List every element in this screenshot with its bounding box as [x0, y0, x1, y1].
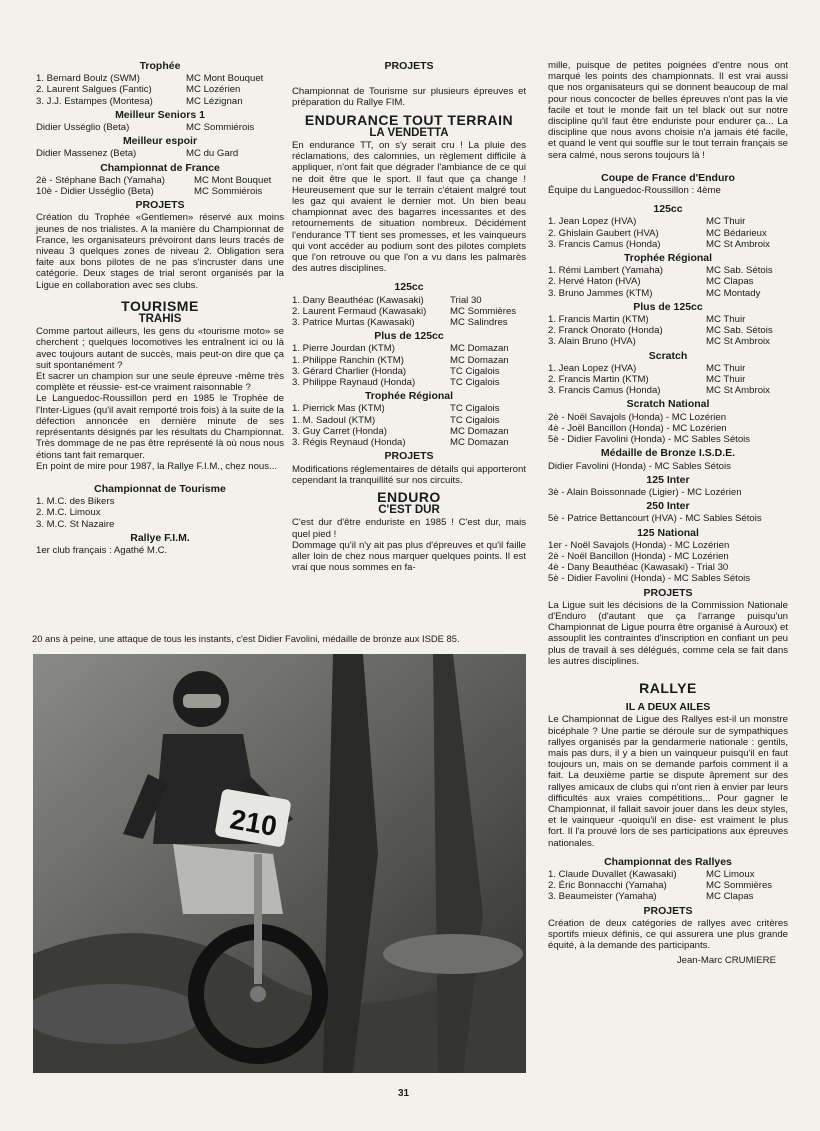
result-row	[548, 216, 788, 227]
result-row	[548, 288, 788, 299]
result-club: MC Sommiérois	[194, 186, 263, 198]
heading-regional-tt: Trophée Régional	[364, 390, 454, 403]
list-item: 2è - Noël Bancillon (Honda) - MC Lozérien	[548, 550, 729, 562]
result-club: MC Clapas	[706, 891, 754, 903]
result-row	[292, 343, 526, 354]
result-row	[292, 377, 526, 388]
heading-tourisme: TOURISME	[121, 297, 199, 314]
list-item: 1er - Noël Savajols (Honda) - MC Lozérien	[548, 539, 730, 551]
results-regional-enduro	[548, 265, 788, 299]
result-club: TC Cigalois	[450, 403, 500, 415]
result-row	[548, 314, 788, 325]
heading-125cc-enduro: 125cc	[653, 203, 683, 216]
result-row	[548, 239, 788, 250]
result-rider: 3. Alain Bruno (HVA)	[548, 336, 636, 348]
heading-plus125-enduro: Plus de 125cc	[633, 300, 703, 313]
heading-champ-tourisme: Championnat de Tourisme	[94, 482, 226, 495]
column-3	[548, 60, 788, 967]
result-club: MC Domazan	[450, 437, 509, 449]
list-item: 4è - Joël Bancillon (Honda) - MC Lozérien	[548, 422, 727, 434]
results-seniors	[36, 122, 284, 133]
text-tourisme-3: Le Languedoc-Roussillon perd en 1985 le Trophée de l'Inter-Ligues (qu'il avait remporté trois fois) à la suite de la défection annoncée en dernière minute de ses représentants désignés par les résultats du Championnat. Très dommage de ne pas être représenté là où nous nous étions tant fait remarquer.	[36, 393, 284, 461]
result-row	[548, 880, 788, 891]
result-row	[548, 374, 788, 385]
result-rider: 3. J.J. Estampes (Montesa)	[36, 95, 153, 107]
result-rider: 10è - Didier Usséglio (Beta)	[36, 186, 154, 198]
result-club: MC Lézignan	[186, 95, 243, 107]
result-rider: 2. Laurent Salgues (Fantic)	[36, 84, 152, 96]
heading-125-inter: 125 Inter	[646, 473, 690, 486]
result-rider: 2è - Stéphane Bach (Yamaha)	[36, 174, 165, 186]
result-rider: 1. Claude Duvallet (Kawasaki)	[548, 869, 677, 880]
result-row	[548, 276, 788, 287]
heading-125-national: 125 National	[637, 526, 699, 539]
result-row	[292, 295, 526, 306]
result-rider: 3. Francis Camus (Honda)	[548, 238, 661, 250]
subheading-trahis: TRAHIS	[138, 313, 182, 326]
result-row	[548, 228, 788, 239]
result-club: Trial 30	[450, 294, 482, 306]
text-enduro-continued: mille, puisque de petites poignées d'entre nous ont marqué les points des championnats. Il est vrai aussi que nos organisateurs qui se donnent beaucoup de mal pour nous concocter de belles épreuves n'ont pas la vie facile et tout le monde fait un tel black out sur notre discipline qu'il faut être enduriste pour endurer ça... La discipline que nous avons choisie n'a jamais été facile, et quand le vent qui souffle sur le tout terrain français se sera calmé, nous serons toujours là !	[548, 60, 788, 161]
text-projets-rallye: Création de deux catégories de rallyes avec critères sportifs mieux définis, ce qui assurera une plus grande équité, à la demande des participants.	[548, 917, 788, 952]
result-club: MC St Ambroix	[706, 336, 770, 348]
result-row	[36, 96, 284, 107]
result-club: TC Cigalois	[450, 377, 500, 389]
author-signature: Jean-Marc CRUMIERE	[676, 955, 776, 967]
results-125cc-enduro	[548, 216, 788, 250]
result-club: MC Thuir	[706, 216, 746, 228]
result-rider: 3. Patrice Murtas (Kawasaki)	[292, 317, 415, 329]
result-club: MC Bédarieux	[706, 227, 767, 239]
result-club: MC Mont Bouquet	[194, 174, 272, 186]
result-rider: 3. Régis Reynaud (Honda)	[292, 437, 406, 449]
text-tourisme-1: Comme partout ailleurs, les gens du «tourisme moto» se cherchent ; quelques locomotives les entraînent ici ou là avec toujours autant de succès, mais peut-on dire que ça suit spontanément ?	[36, 326, 284, 371]
text-projets-enduro: La Ligue suit les décisions de la Commission Nationale d'Enduro (d'autant que ça l'arrange puisqu'un Championnat de Ligue pourra être organisé à Auroux) et assouplit les contraintes d'inscription en confiant un peu plus de travail à ses délégués, comme cela se fait dans les autres disciplines.	[548, 599, 788, 667]
results-regional-tt	[292, 403, 526, 448]
result-row	[292, 355, 526, 366]
result-rider: 1. Rémi Lambert (Yamaha)	[548, 265, 663, 277]
heading-projets-trial: PROJETS	[135, 199, 185, 212]
result-club: MC Thuir	[706, 314, 746, 326]
result-rider: 2. Ghislain Gaubert (HVA)	[548, 227, 659, 239]
result-row	[548, 336, 788, 347]
result-rider: 1. Bernard Boulz (SWM)	[36, 73, 140, 85]
subheading-deux-ailes: IL A DEUX AILES	[625, 701, 711, 714]
text-projets-trial: Création du Trophée «Gentlemen» réservé aux moins jeunes de nos trialistes. A la manière du Championnat de France, les organisateurs prévoiront dans leurs tracés de niveau 3 quelques zones de niveau 2. Obligation sera faite aux bons pilotes de ne pas s'incruster dans une catégorie. Deux stages de trial seront organisés par la Ligue en collaboration avec ses clubs.	[36, 212, 284, 291]
result-row	[548, 385, 788, 396]
result-row	[548, 325, 788, 336]
heading-rallye-fim: Rallye F.I.M.	[130, 531, 190, 544]
list-item: 4è - Dany Beauthéac (Kawasaki) - Trial 30	[548, 562, 729, 574]
result-rider: 3. Bruno Jammes (KTM)	[548, 287, 653, 299]
result-rider: 2. Éric Bonnacchi (Yamaha)	[548, 880, 667, 892]
result-rider: 3. Francis Camus (Honda)	[548, 385, 661, 397]
result-club: MC St Ambroix	[706, 385, 770, 397]
heading-regional-enduro: Trophée Régional	[623, 252, 713, 265]
result-row	[548, 891, 788, 902]
result-row	[36, 148, 284, 159]
page-number: 31	[398, 1088, 410, 1099]
photo-caption: 20 ans à peine, une attaque de tous les instants, c'est Didier Favolini, médaille de bronze aux ISDE 85.	[32, 633, 460, 644]
column-1	[36, 58, 284, 556]
result-rider: 1. Francis Martin (KTM)	[548, 314, 649, 326]
subheading-vendetta: LA VENDETTA	[369, 126, 449, 139]
heading-projets-tourisme: PROJETS	[384, 60, 434, 72]
result-row	[548, 869, 788, 880]
result-row	[36, 175, 284, 186]
result-rider: 3. Philippe Raynaud (Honda)	[292, 377, 416, 389]
heading-espoir: Meilleur espoir	[122, 135, 198, 148]
results-espoir	[36, 148, 284, 159]
heading-enduro: ENDURO	[377, 488, 441, 505]
result-row	[292, 306, 526, 317]
result-row	[292, 426, 526, 437]
result-row	[292, 317, 526, 328]
list-item: 2è - Noël Savajols (Honda) - MC Lozérien	[548, 411, 727, 423]
heading-champ-france: Championnat de France	[100, 161, 220, 174]
result-rider: Didier Massenez (Beta)	[36, 148, 137, 160]
result-rider: 1. Dany Beauthéac (Kawasaki)	[292, 294, 424, 306]
result-row	[36, 186, 284, 197]
text-tourisme-4: En point de mire pour 1987, la Rallye F.I.M., chez nous...	[36, 460, 278, 472]
results-scratch	[548, 363, 788, 397]
result-row	[36, 122, 284, 133]
heading-bronze: Médaille de Bronze I.S.D.E.	[600, 447, 736, 460]
photo-illustration	[33, 654, 526, 1073]
result-club: MC Sommières	[706, 880, 773, 892]
list-item: 5è - Didier Favolini (Honda) - MC Sables Sétois	[548, 434, 751, 446]
column-2	[292, 58, 526, 573]
photo-enduro-rider	[33, 654, 526, 1073]
result-rider: 3. Guy Carret (Honda)	[292, 425, 387, 437]
heading-trophee: Trophée	[139, 60, 181, 72]
result-club: MC du Gard	[186, 148, 239, 160]
result-rider: 1. M. Sadoul (KTM)	[292, 414, 376, 426]
results-champ-france	[36, 175, 284, 197]
result-rider: 1. Jean Lopez (HVA)	[548, 216, 637, 228]
result-rider: 2. Francis Martin (KTM)	[548, 374, 649, 386]
result-club: MC Thuir	[706, 362, 746, 374]
result-rider: Didier Usséglio (Beta)	[36, 122, 130, 134]
result-club: MC Limoux	[706, 869, 755, 880]
result-rider: 2. Hervé Haton (HVA)	[548, 276, 641, 288]
result-rider: 1. Pierre Jourdan (KTM)	[292, 343, 395, 355]
result-row	[292, 403, 526, 414]
result-row	[292, 366, 526, 377]
text-endurance: En endurance TT, on s'y serait cru ! La pluie des réclamations, des calomnies, un règlement difficile à appliquer, n'ont fait que dégrader l'ambiance de ce qui ne doit être que le sport. Il faut que ça change ! Heureusement que sur le terrain c'étaient malgré tout les gaz qui avaient le dernier mot. Un bien beau championnat avec des bagarres incessantes et des retournements de situation nombreux. Décidément l'endurance TT tient ses promesses, et les vainqueurs qui vont accéder au podium sont des pilotes complets que l'on retrouve ou que l'on a vu dans les palmarès des autres disciplines.	[292, 140, 526, 275]
heading-projets-tt: PROJETS	[384, 450, 434, 463]
result-club: MC Thuir	[706, 374, 746, 386]
result-club: MC Salindres	[450, 317, 508, 329]
result-club: TC Cigalois	[450, 365, 500, 377]
heading-champ-rallyes: Championnat des Rallyes	[604, 855, 732, 868]
results-125cc-tt	[292, 295, 526, 329]
heading-seniors: Meilleur Seniors 1	[115, 108, 205, 121]
result-club: MC Sommières	[450, 305, 517, 317]
result-club: MC St Ambroix	[706, 238, 770, 250]
results-champ-rallyes	[548, 869, 788, 903]
result-rider: 2. Laurent Fermaud (Kawasaki)	[292, 305, 427, 317]
results-plus125-enduro	[548, 314, 788, 348]
result-row	[36, 73, 284, 84]
text-rallye: Le Championnat de Ligue des Rallyes est-il un monstre bicéphale ? Une partie se déroule sur de sympathiques rallyes organisés par la gendarmerie nationale : gentils, mais pas durs, il y a bien un vainqueur puisqu'il en faut toujours un, mais on se demande parfois comment il a fait. La deuxième partie se dispute âprement sur des rallyes amicaux de clubs qui n'ont rien à envier par leurs difficultés aux vraies compétitions... Pour gagner le Championnat, il fallait savoir jouer dans les deux styles, et le vainqueur -quoiqu'il en dise- est vraiment le plus fort. Il l'a prouvé lors de ses participations aux épreuves nationales.	[548, 714, 788, 849]
results-plus125-tt	[292, 343, 526, 388]
text-rallye-fim: 1er club français : Agathé M.C.	[36, 544, 168, 556]
list-item: 3. M.C. St Nazaire	[36, 518, 115, 530]
text-250-inter: 5è - Patrice Bettancourt (HVA) - MC Sables Sétois	[548, 513, 762, 525]
result-club: MC Sab. Sétois	[706, 325, 773, 337]
text-tourisme-2: Et sacrer un champion sur une seule épreuve -même très complète et réussie- est-ce vraiment raisonnable ?	[36, 371, 284, 394]
text-bronze: Didier Favolini (Honda) - MC Sables Sétois	[548, 460, 731, 472]
result-club: MC Clapas	[706, 276, 754, 288]
result-row	[548, 265, 788, 276]
number-plate-text: 210	[227, 803, 280, 842]
result-row	[548, 363, 788, 374]
result-rider: 1. Jean Lopez (HVA)	[548, 362, 637, 374]
heading-endurance: ENDURANCE TOUT TERRAIN	[304, 111, 514, 128]
list-item: 5è - Didier Favolini (Honda) - MC Sables Sétois	[548, 573, 751, 585]
result-row	[36, 84, 284, 95]
subheading-cest-dur: C'EST DUR	[378, 504, 440, 517]
result-rider: 3. Gérard Charlier (Honda)	[292, 365, 407, 377]
result-club: MC Sab. Sétois	[706, 265, 773, 277]
result-rider: 1. Philippe Ranchin (KTM)	[292, 354, 404, 366]
result-club: MC Domazan	[450, 425, 509, 437]
results-trophee	[36, 73, 284, 107]
heading-scratch-national: Scratch National	[626, 398, 710, 411]
result-club: MC Domazan	[450, 343, 509, 355]
result-club: MC Sommiérois	[186, 122, 255, 134]
heading-plus125-tt: Plus de 125cc	[374, 330, 444, 343]
heading-rallye: RALLYE	[639, 679, 697, 696]
list-item: 1. M.C. des Bikers	[36, 496, 115, 508]
result-club: MC Lozérien	[186, 84, 241, 96]
text-enduro-2: Dommage qu'il n'y ait pas plus d'épreuves et qu'il faille aller loin de chez nous marquer quelques points. Il est vrai que nous sommes en fa-	[292, 539, 526, 574]
list-item: 2. M.C. Limoux	[36, 507, 101, 519]
heading-projets-rallye: PROJETS	[643, 904, 693, 917]
result-club: TC Cigalois	[450, 414, 500, 426]
heading-scratch: Scratch	[648, 349, 688, 362]
text-projets-tourisme: Championnat de Tourisme sur plusieurs épreuves et préparation du Rallye FIM.	[292, 86, 526, 109]
heading-250-inter: 250 Inter	[646, 500, 690, 513]
result-club: MC Montady	[706, 287, 761, 299]
result-club: MC Mont Bouquet	[186, 73, 264, 85]
result-row	[292, 437, 526, 448]
result-club: MC Domazan	[450, 354, 509, 366]
text-125-inter: 3è - Alain Boissonnade (Ligier) - MC Lozérien	[548, 486, 742, 498]
result-rider: 2. Franck Onorato (Honda)	[548, 325, 663, 337]
result-rider: 3. Beaumeister (Yamaha)	[548, 891, 657, 903]
heading-projets-enduro: PROJETS	[643, 586, 693, 599]
text-enduro-1: C'est dur d'être enduriste en 1985 ! C'est dur, mais quel pied !	[292, 517, 526, 540]
text-projets-tt: Modifications réglementaires de détails qui apporteront cependant la tranquillité sur nos circuits.	[292, 463, 526, 486]
result-rider: 1. Pierrick Mas (KTM)	[292, 403, 385, 415]
heading-125cc-tt: 125cc	[394, 281, 424, 294]
text-coupe-france: Équipe du Languedoc-Roussillon : 4ème	[548, 185, 721, 197]
heading-coupe-france: Coupe de France d'Enduro	[601, 171, 735, 184]
result-row	[292, 415, 526, 426]
